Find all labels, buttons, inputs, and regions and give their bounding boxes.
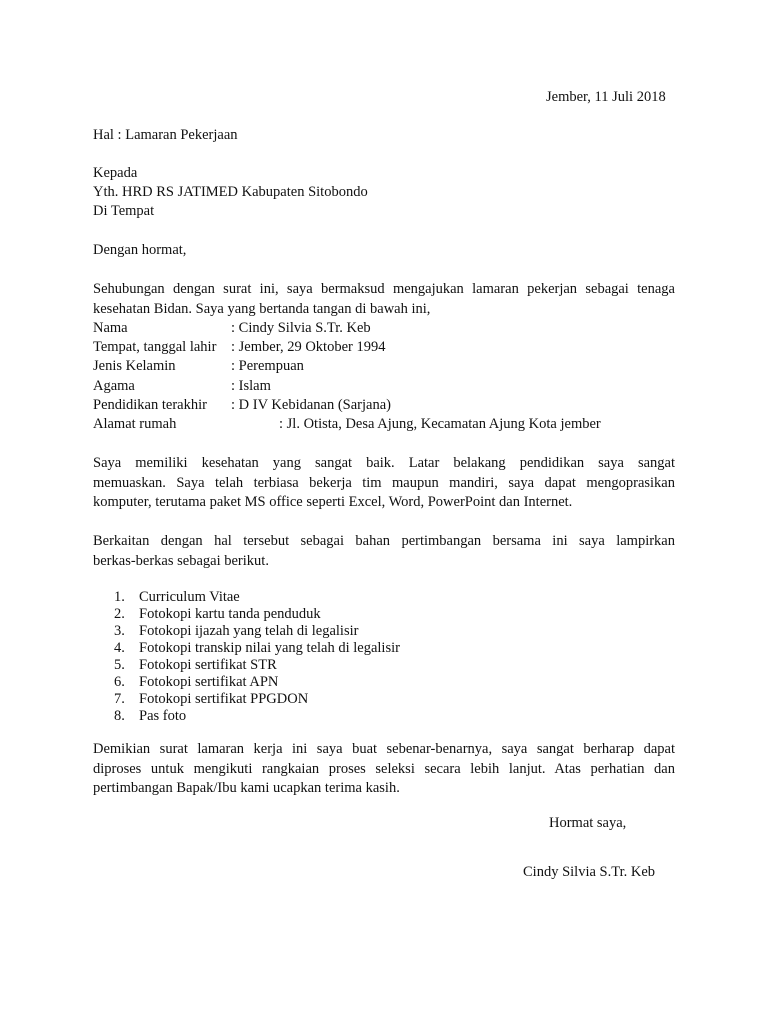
closing-line-1: Demikian surat lamaran kerja ini saya buat sebenar-benarnya, saya sangat berharap dapat (93, 741, 675, 757)
list-item: Fotokopi sertifikat STR (139, 657, 277, 673)
field-label-alamat: Alamat rumah (93, 416, 177, 432)
recipient-line-1: Kepada (93, 165, 138, 181)
list-item: Fotokopi kartu tanda penduduk (139, 606, 321, 622)
qualification-line-1: Saya memiliki kesehatan yang sangat baik. Latar belakang pendidikan saya sangat (93, 455, 675, 471)
field-value-ttl: : Jember, 29 Oktober 1994 (231, 339, 386, 355)
list-item: Fotokopi sertifikat APN (139, 674, 279, 690)
list-item-number: 6. (114, 674, 125, 690)
field-label-ttl: Tempat, tanggal lahir (93, 339, 217, 355)
field-label-jenis-kelamin: Jenis Kelamin (93, 358, 176, 374)
field-value-pendidikan: : D IV Kebidanan (Sarjana) (231, 397, 391, 413)
field-value-jenis-kelamin: : Perempuan (231, 358, 304, 374)
signature-name: Cindy Silvia S.Tr. Keb (523, 864, 656, 880)
list-item-number: 1. (114, 589, 125, 605)
list-item-number: 3. (114, 623, 125, 639)
attachment-intro-line-2: berkas-berkas sebagai berikut. (93, 552, 269, 569)
closing-paragraph (93, 740, 675, 799)
attachment-intro-paragraph (93, 532, 675, 571)
list-item: Fotokopi ijazah yang telah di legalisir (139, 623, 359, 639)
subject-line: Hal : Lamaran Pekerjaan (93, 127, 238, 143)
list-item: Fotokopi transkip nilai yang telah di legalisir (139, 640, 400, 656)
field-value-agama: : Islam (231, 378, 271, 394)
intro-paragraph (93, 280, 675, 319)
closing-line-3: pertimbangan Bapak/Ibu kami ucapkan terima kasih. (93, 780, 400, 796)
list-item-number: 8. (114, 708, 125, 724)
qualification-line-3: komputer, terutama paket MS office seperti Excel, Word, PowerPoint dan Internet. (93, 494, 573, 510)
list-item-number: 7. (114, 691, 125, 707)
field-label-nama: Nama (93, 320, 128, 336)
field-label-pendidikan: Pendidikan terakhir (93, 397, 207, 413)
list-item: Fotokopi sertifikat PPGDON (139, 691, 309, 707)
recipient-line-3: Di Tempat (93, 203, 155, 219)
signoff: Hormat saya, (549, 815, 627, 831)
qualification-paragraph (93, 454, 675, 513)
greeting: Dengan hormat, (93, 242, 187, 258)
list-item: Pas foto (139, 708, 187, 724)
date-line: Jember, 11 Juli 2018 (546, 89, 666, 105)
qualification-line-2: memuaskan. Saya telah terbiasa bekerja tim maupun mandiri, saya dapat mengoprasikan (93, 474, 675, 491)
list-item-number: 2. (114, 606, 125, 622)
field-value-alamat: : Jl. Otista, Desa Ajung, Kecamatan Ajung Kota jember (279, 416, 601, 432)
list-item-number: 5. (114, 657, 125, 673)
list-item: Curriculum Vitae (139, 589, 240, 605)
recipient-line-2: Yth. HRD RS JATIMED Kabupaten Sitobondo (93, 184, 368, 200)
intro-line-2: kesehatan Bidan. Saya yang bertanda tangan di bawah ini, (93, 300, 431, 317)
field-value-nama: : Cindy Silvia S.Tr. Keb (231, 320, 371, 336)
list-item-number: 4. (114, 640, 125, 656)
attachment-intro-line-1: Berkaitan dengan hal tersebut sebagai bahan pertimbangan bersama ini saya lampirkan (93, 533, 675, 549)
intro-line-1: Sehubungan dengan surat ini, saya bermaksud mengajukan lamaran pekerjan sebagai tenaga (93, 281, 675, 297)
closing-line-2: diproses untuk mengikuti rangkaian proses seleksi secara lebih lanjut. Atas perhatian dan (93, 760, 675, 777)
field-label-agama: Agama (93, 378, 135, 394)
